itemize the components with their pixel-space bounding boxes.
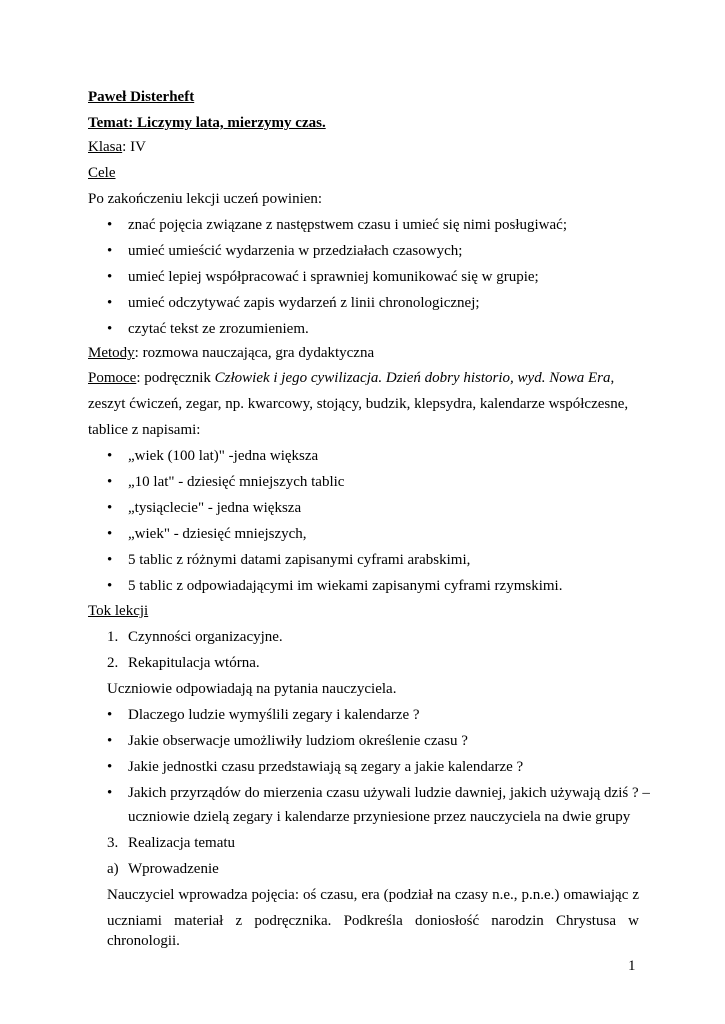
goals-heading: Cele	[88, 165, 116, 181]
question-continuation: uczniowie dzielą zegary i kalendarze przyniesione przez nauczyciela na dwie grupy	[128, 809, 631, 825]
intro-paragraph-line-1: Nauczyciel wprowadza pojęcia: oś czasu, era (podział na czasy n.e., p.n.e.) omawiając z	[107, 887, 639, 903]
bullet-icon: •	[107, 474, 113, 490]
aids-line	[88, 368, 614, 388]
goal-item: umieć odczytywać zapis wydarzeń z linii chronologicznej;	[128, 295, 480, 311]
question-item: Dlaczego ludzie wymyślili zegary i kalendarze ?	[128, 707, 420, 723]
bullet-icon: •	[107, 217, 113, 233]
author-name: Paweł Disterheft	[88, 89, 195, 105]
board-item: „tysiąclecie" - jedna większa	[128, 500, 302, 516]
bullet-icon: •	[107, 578, 113, 594]
aids-suffix: ,	[610, 370, 615, 386]
methods-value: : rozmowa nauczająca, gra dydaktyczna	[134, 345, 375, 361]
class-label: Klasa	[88, 139, 123, 155]
board-item: „10 lat" - dziesięć mniejszych tablic	[128, 474, 345, 490]
bullet-icon: •	[107, 295, 113, 311]
goal-item: czytać tekst ze zrozumieniem.	[128, 321, 309, 337]
aids-textbook-title: Człowiek i jego cywilizacja. Dzień dobry historio, wyd. Nowa Era	[214, 370, 611, 386]
board-item: „wiek" - dziesięć mniejszych,	[128, 526, 307, 542]
goal-item: umieć umieścić wydarzenia w przedziałach czasowych;	[128, 243, 463, 259]
step-text: Czynności organizacyjne.	[128, 629, 283, 645]
intro-paragraph-line-2: uczniami materiał z podręcznika. Podkreśla doniosłość narodzin Chrystusa w chronologii.	[107, 913, 639, 949]
bullet-icon: •	[107, 321, 113, 337]
step-number: 2.	[107, 655, 119, 671]
bullet-icon: •	[107, 448, 113, 464]
step-number: 1.	[107, 629, 119, 645]
bullet-icon: •	[107, 526, 113, 542]
board-item: 5 tablic z różnymi datami zapisanymi cyframi arabskimi,	[128, 552, 471, 568]
substep-text: Wprowadzenie	[128, 861, 219, 877]
board-item: 5 tablic z odpowiadającymi im wiekami zapisanymi cyframi rzymskimi.	[128, 578, 563, 594]
aids-prefix: : podręcznik	[136, 370, 215, 386]
bullet-icon: •	[107, 733, 113, 749]
aids-line-3: tablice z napisami:	[88, 422, 201, 438]
students-answer: Uczniowie odpowiadają na pytania nauczyciela.	[107, 681, 397, 697]
step-number: 3.	[107, 835, 119, 851]
bullet-icon: •	[107, 785, 113, 801]
board-item: „wiek (100 lat)" -jedna większa	[128, 448, 319, 464]
class-line	[88, 137, 146, 157]
goal-item: umieć lepiej współpracować i sprawniej komunikować się w grupie;	[128, 269, 539, 285]
question-item: Jakie obserwacje umożliwiły ludziom określenie czasu ?	[128, 733, 468, 749]
lesson-topic: Temat: Liczymy lata, mierzymy czas.	[88, 115, 326, 131]
goals-intro: Po zakończeniu lekcji uczeń powinien:	[88, 191, 323, 207]
question-item: Jakie jednostki czasu przedstawiają są zegary a jakie kalendarze ?	[128, 759, 524, 775]
bullet-icon: •	[107, 243, 113, 259]
bullet-icon: •	[107, 269, 113, 285]
methods-label: Metody	[88, 345, 135, 361]
step-text: Realizacja tematu	[128, 835, 236, 851]
substep-letter: a)	[107, 861, 119, 877]
goal-item: znać pojęcia związane z następstwem czasu i umieć się nimi posługiwać;	[128, 217, 567, 233]
class-value: : IV	[122, 139, 146, 155]
question-item: Jakich przyrządów do mierzenia czasu używali ludzie dawniej, jakich używają dziś ? –	[128, 785, 650, 801]
aids-line-2: zeszyt ćwiczeń, zegar, np. kwarcowy, stojący, budzik, klepsydra, kalendarze współczesne,	[88, 396, 629, 412]
methods-line	[88, 343, 374, 363]
bullet-icon: •	[107, 552, 113, 568]
course-heading: Tok lekcji	[88, 603, 149, 619]
bullet-icon: •	[107, 759, 113, 775]
aids-label: Pomoce	[88, 370, 137, 386]
bullet-icon: •	[107, 707, 113, 723]
page-number: 1	[628, 958, 636, 974]
bullet-icon: •	[107, 500, 113, 516]
step-text: Rekapitulacja wtórna.	[128, 655, 260, 671]
